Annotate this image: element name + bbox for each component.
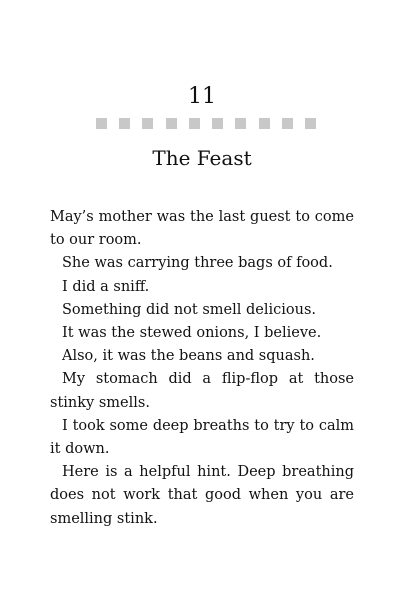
paragraph: Also, it was the beans and squash.: [62, 348, 315, 365]
paragraph: It was the stewed onions, I believe.: [62, 325, 322, 342]
chapter-body: [50, 206, 354, 531]
divider-square: [259, 118, 270, 129]
divider-square: [119, 118, 130, 129]
divider-square: [166, 118, 177, 129]
divider-square: [235, 118, 246, 129]
paragraph: I took some deep breaths to try to calm it down.: [50, 417, 354, 458]
divider-square: [96, 118, 107, 129]
paragraph: Here is a helpful hint. Deep breathing does not work that good when you are smelling stink.: [50, 464, 354, 527]
paragraph: I did a sniff.: [62, 278, 150, 295]
paragraph: My stomach did a flip-flop at those stinky smells.: [50, 371, 354, 411]
paragraph: She was carrying three bags of food.: [62, 255, 333, 272]
chapter-title: The Feast: [152, 146, 252, 170]
chapter-number: 11: [188, 84, 216, 109]
divider-square: [282, 118, 293, 129]
divider-square: [305, 118, 316, 129]
paragraph: May’s mother was the last guest to come to our room.: [50, 209, 354, 249]
chapter-divider: [96, 118, 316, 130]
divider-square: [189, 118, 200, 129]
paragraph: Something did not smell delicious.: [62, 301, 317, 318]
divider-square: [212, 118, 223, 129]
divider-square: [142, 118, 153, 129]
